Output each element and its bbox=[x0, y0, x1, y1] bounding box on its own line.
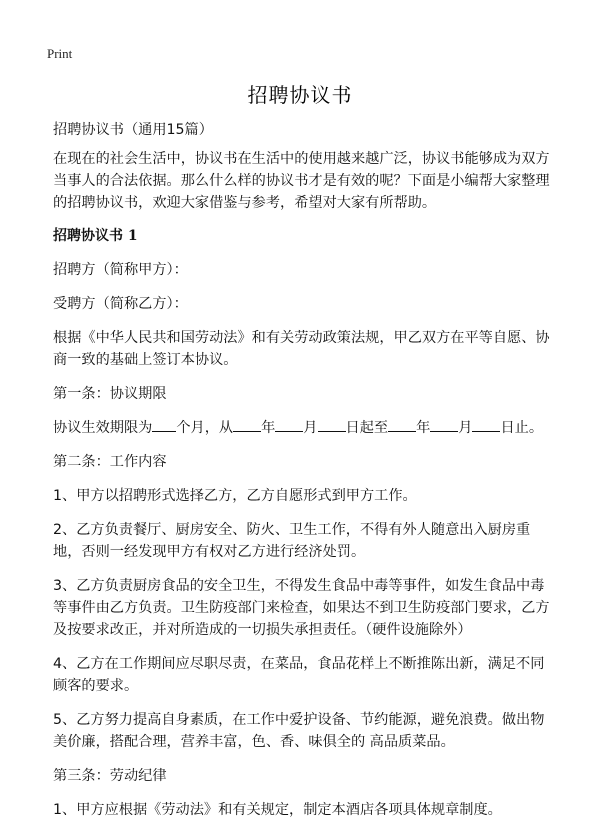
party-b-line: 受聘方（简称乙方）： bbox=[53, 296, 188, 312]
term-text: 月 bbox=[303, 420, 318, 436]
article3-heading: 第三条：劳动纪律 bbox=[53, 768, 167, 784]
term-text: 年 bbox=[416, 420, 431, 436]
article2-item: 4、乙方在工作期间应尽职尽责，在菜品，食品花样上不断推陈出新，满足不同顾客的要求。 bbox=[53, 656, 545, 694]
term-text: 日起至 bbox=[345, 420, 389, 436]
start-year-blank bbox=[233, 418, 261, 432]
end-month-blank bbox=[430, 418, 458, 432]
end-year-blank bbox=[388, 418, 416, 432]
intro-paragraph: 在现在的社会生活中，协议书在生活中的使用越来越广泛，协议书能够成为双方当事人的合法依据。那么什么样的协议书才是有效的呢？下面是小编帮大家整理的招聘协议书，欢迎大家借鉴与参考，希望对大家有所帮助。 bbox=[53, 151, 550, 211]
section-heading: 招聘协议书 1 bbox=[53, 228, 138, 244]
term-text: 月 bbox=[458, 420, 473, 436]
document-subtitle: 招聘协议书（通用15篇） bbox=[53, 122, 213, 138]
end-day-blank bbox=[472, 418, 500, 432]
article2-item: 2、乙方负责餐厅、厨房安全、防火、卫生工作，不得有外人随意出入厨房重地，否则一经发现甲方有权对乙方进行经济处罚。 bbox=[53, 522, 531, 560]
term-text: 个月，从 bbox=[176, 420, 234, 436]
article3-item: 1、甲方应根据《劳动法》和有关规定，制定本酒店各项具体规章制度。 bbox=[53, 802, 502, 818]
print-link[interactable]: Print bbox=[47, 46, 73, 61]
start-month-blank bbox=[275, 418, 303, 432]
term-text: 日止。 bbox=[500, 420, 544, 436]
document-title: 招聘协议书 bbox=[247, 83, 353, 107]
party-a-line: 招聘方（简称甲方）： bbox=[53, 262, 188, 278]
document-body bbox=[53, 119, 553, 828]
term-text: 协议生效期限为 bbox=[53, 420, 153, 436]
term-text: 年 bbox=[261, 420, 276, 436]
article2-heading: 第二条：工作内容 bbox=[53, 454, 167, 470]
article2-item: 1、甲方以招聘形式选择乙方，乙方自愿形式到甲方工作。 bbox=[53, 488, 417, 504]
article2-item: 5、乙方努力提高自身素质，在工作中爱护设备、节约能源，避免浪费。做出物美价廉，搭配合理，营养丰富，色、香、味俱全的 高品质菜品。 bbox=[53, 712, 545, 750]
basis-paragraph: 根据《中华人民共和国劳动法》和有关劳动政策法规，甲乙双方在平等自愿、协商一致的基础上签订本协议。 bbox=[53, 330, 550, 368]
months-blank bbox=[152, 418, 176, 432]
article1-heading: 第一条：协议期限 bbox=[53, 386, 167, 402]
article2-item: 3、乙方负责厨房食品的安全卫生，不得发生食品中毒等事件，如发生食品中毒等事件由乙方负责。卫生防疫部门来检查，如果达不到卫生防疫部门要求，乙方及按要求改正，并对所造成的一切损失承担责任。（硬件设施除外） bbox=[53, 578, 550, 638]
agreement-term-line bbox=[53, 417, 553, 439]
start-day-blank bbox=[318, 418, 346, 432]
